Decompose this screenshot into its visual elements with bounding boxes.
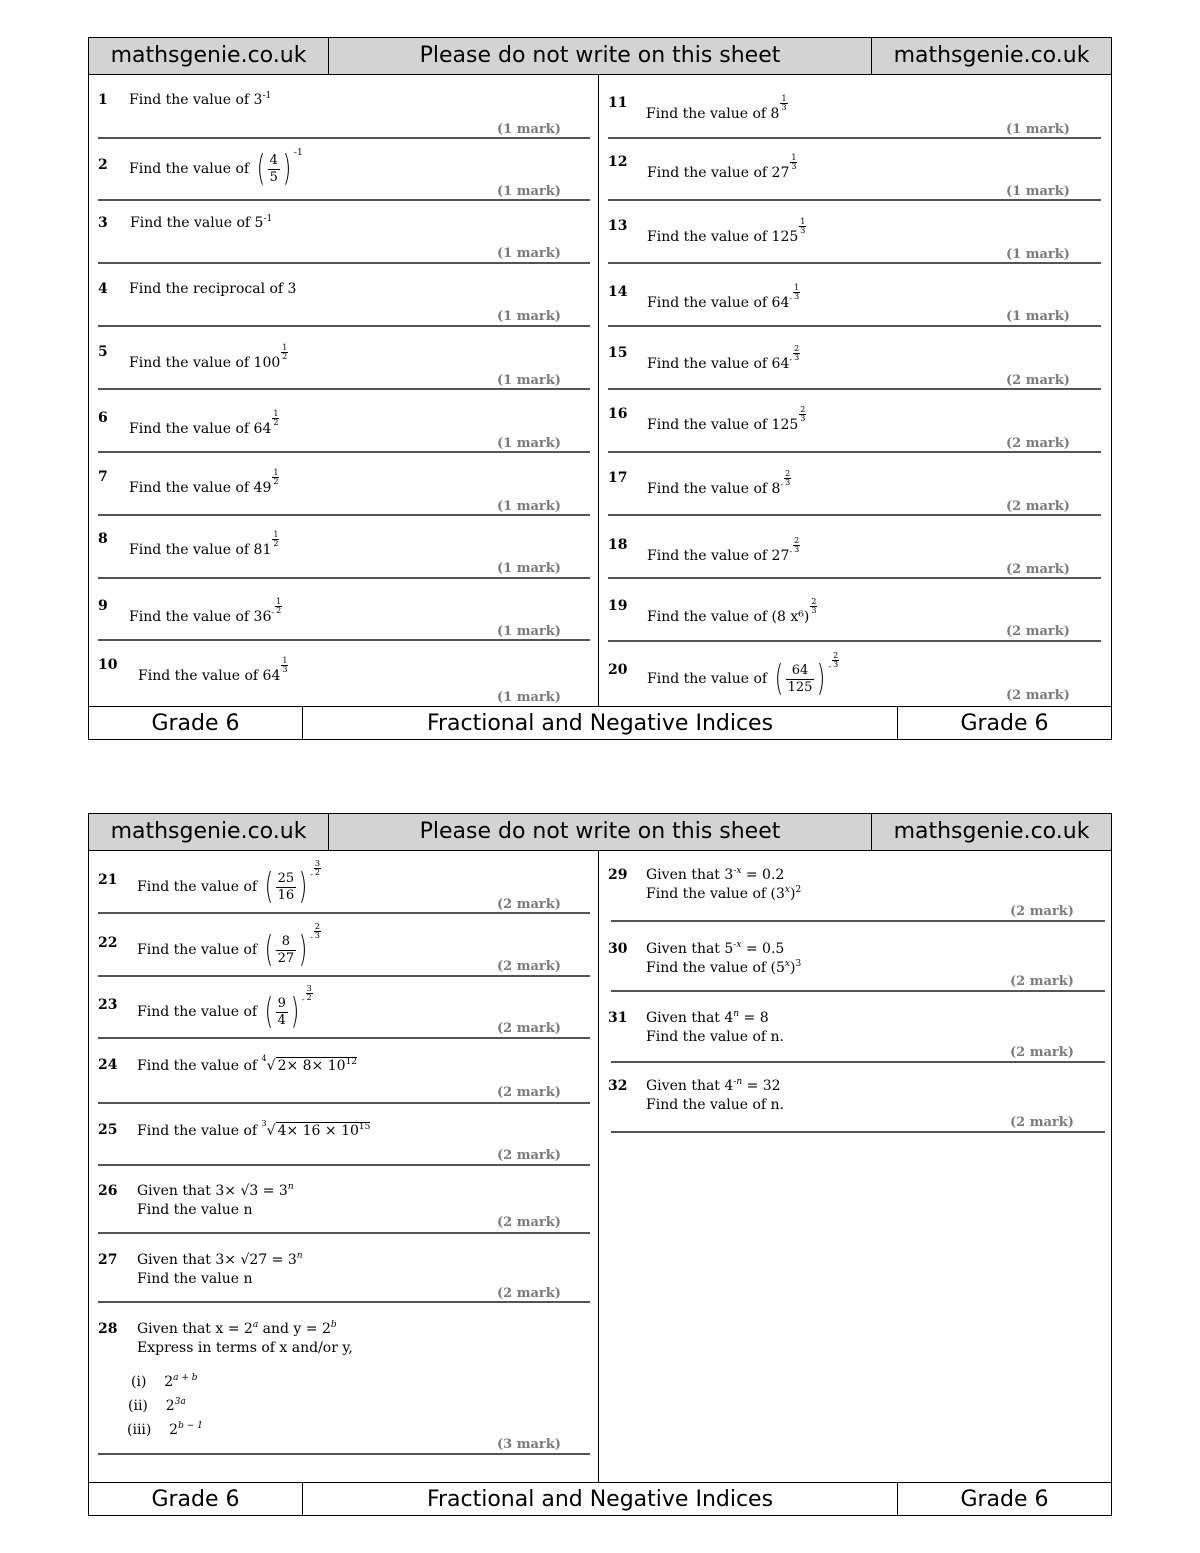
- mark-label: (1 mark): [497, 309, 561, 324]
- answer-line: [98, 199, 590, 201]
- answer-line: [608, 451, 1101, 453]
- sheet-footer: [89, 1482, 1111, 1515]
- mark-label: (2 mark): [497, 1085, 561, 1100]
- mark-label: (2 mark): [1006, 436, 1070, 451]
- mark-label: (2 mark): [1006, 688, 1070, 703]
- sheet-footer: [89, 706, 1111, 739]
- answer-line: [611, 990, 1105, 992]
- answer-line: [611, 1131, 1105, 1133]
- mark-label: (1 mark): [497, 373, 561, 388]
- answer-line: [98, 1453, 590, 1455]
- mark-label: (2 mark): [497, 1148, 561, 1163]
- mark-label: (2 mark): [1006, 624, 1070, 639]
- header-site-left: mathsgenie.co.uk: [89, 38, 329, 74]
- answer-line: [98, 388, 590, 390]
- answer-line: [98, 1164, 590, 1166]
- answer-line: [608, 640, 1101, 642]
- mark-label: (2 mark): [1006, 562, 1070, 577]
- mark-label: (1 mark): [497, 624, 561, 639]
- answer-line: [98, 1037, 590, 1039]
- mark-label: (2 mark): [1006, 373, 1070, 388]
- question-28-part-iii: (iii) $2^{b - 1}$: [127, 1421, 203, 1438]
- answer-line: [98, 137, 590, 139]
- answer-line: [98, 1232, 590, 1234]
- answer-line: [98, 325, 590, 327]
- mark-label: (1 mark): [497, 436, 561, 451]
- mark-label: (2 mark): [497, 959, 561, 974]
- mark-label: (2 mark): [497, 1286, 561, 1301]
- footer-topic: Fractional and Negative Indices: [303, 707, 898, 739]
- answer-line: [98, 1102, 590, 1104]
- sheet-header: [89, 814, 1111, 851]
- answer-line: [608, 262, 1101, 264]
- footer-grade-right: Grade 6: [960, 711, 1049, 736]
- answer-line: [98, 514, 590, 516]
- mark-label: (1 mark): [497, 122, 561, 137]
- header-site-left: mathsgenie.co.uk: [89, 814, 329, 850]
- mark-label: (1 mark): [497, 499, 561, 514]
- footer-grade-left: Grade 6: [89, 1483, 303, 1515]
- answer-line: [608, 325, 1101, 327]
- answer-line: [98, 975, 590, 977]
- header-site-right: mathsgenie.co.uk: [893, 43, 1090, 68]
- mark-label: (2 mark): [497, 1215, 561, 1230]
- answer-line: [98, 577, 590, 579]
- mark-label: (2 mark): [1010, 904, 1074, 919]
- answer-line: [98, 1301, 590, 1303]
- footer-grade-left: Grade 6: [89, 707, 303, 739]
- header-notice: Please do not write on this sheet: [329, 814, 872, 850]
- mark-label: (1 mark): [497, 246, 561, 261]
- column-divider: [598, 850, 599, 1483]
- answer-line: [98, 912, 590, 914]
- answer-line: [98, 451, 590, 453]
- mark-label: (1 mark): [497, 690, 561, 705]
- answer-line: [608, 137, 1101, 139]
- mark-label: (1 mark): [1006, 122, 1070, 137]
- question-28-part-i: (i) $2^{a + b}$: [131, 1373, 198, 1390]
- answer-line: [611, 920, 1105, 922]
- mark-label: (1 mark): [497, 184, 561, 199]
- answer-line: [608, 199, 1101, 201]
- worksheet-page-1: mathsgenie.co.uk Please do not write on this sheet mathsgenie.co.uk 1 Find the value of $3^{-1}$ (1 mark) 2 Find the value of ( $\frac{4}{5}$ ) -1 (1 mark) 3 Find the value of $5^{-1}$ (1 mark) 4 Find the reciprocal of 3 (1 mark) 5 Find the value of 100 $\frac{1}{2}$ (1 mark) 6 Find the value of 64 $\frac{1}{2}$ (1 mark) 7 Find the value of 49 $\frac{1}{2}$ (1 mark) 8 Find the value of 81 $\frac{1}{2}$ (1 mark) 9 Find the value of 36- $\frac{1}{2}$ (1 mark) 10 Find the value of 64 $\frac{1}{3}$ (1 mark) 11 Find the value of 8 $\frac{1}{3}$ (1 mark) 12 Find the value of 27 $\frac{1}{3}$ (1 mark) 13 Find the value of 125 $\frac{1}{3}$ (1 mark) 14 Find the value of 64- $\frac{1}{3}$ (1 mark) 15 Find the value of 64- $\frac{2}{3}$ (2 mark) 16 Find the value of 125 $\frac{2}{3}$ (2 mark) 17 Find the value of 8- $\frac{2}{3}$ (2 mark) 18 Find the value of 27- $\frac{2}{3}$ (2 mark) 19 Find the value of (8 x⁶) $\frac{2}{3}$ (2 mark) 20 Find the value of ( $\frac{64}{125}$ ) - $\frac{2}{3}$ (2 mark) Grade 6 Fractional and Negative Indices Grade 6: [88, 37, 1112, 740]
- footer-topic: Fractional and Negative Indices: [303, 1483, 898, 1515]
- sheet-header: [89, 38, 1111, 75]
- mark-label: (1 mark): [497, 561, 561, 576]
- mark-label: (1 mark): [1006, 247, 1070, 262]
- worksheet-page-2: mathsgenie.co.uk Please do not write on this sheet mathsgenie.co.uk 21 Find the value of ( $\frac{25}{16}$ ) - $\frac{3}{2}$ (2 mark) 22 Find the value of ( $\frac{8}{27}$ ) - $\frac{2}{3}$ (2 mark) 23 Find the value of ( $\frac{9}{4}$ ) - $\frac{3}{2}$ (2 mark) 24 Find the value of $^4$√ $2\times 8\times 10^{12}$ (2 mark) 25 Find the value of $^3$√ $4\times 16 \times 10^{15}$ (2 mark) 26 Given that $3\times √3 = 3^n$ Find the value n (2 mark) 27 Given that $3\times √27 = 3^n$ Find the value n (2 mark) 28 Given that $x = 2^a$ and $y = 2^b$ Express in terms of x and/or y, (i) $2^{a + b}$ (ii) $2^{3a}$ (iii) $2^{b - 1}$ (3 mark) 29 Given that $3^{-x} = 0.2$ Find the value of $(3^x)^2$ (2 mark) 30 Given that $5^{-x} = 0.5$ Find the value of $(5^x)^3$ (2 mark) 31 Given that $4^n = 8$ Find the value of n. (2 mark) 32 Given that $4^{-n} = 32$ Find the value of n. (2 mark) Grade 6 Fractional and Negative Indices Grade 6: [88, 813, 1112, 1516]
- mark-label: (2 mark): [1010, 974, 1074, 989]
- mark-label: (3 mark): [497, 1437, 561, 1452]
- header-notice: Please do not write on this sheet: [329, 38, 872, 74]
- answer-line: [611, 1061, 1105, 1063]
- mark-label: (1 mark): [1006, 184, 1070, 199]
- answer-line: [608, 388, 1101, 390]
- mark-label: (2 mark): [1010, 1045, 1074, 1060]
- answer-line: [98, 639, 590, 641]
- answer-line: [608, 514, 1101, 516]
- answer-line: [98, 262, 590, 264]
- footer-grade-right: Grade 6: [960, 1487, 1049, 1512]
- mark-label: (2 mark): [497, 897, 561, 912]
- mark-label: (2 mark): [1006, 499, 1070, 514]
- mark-label: (2 mark): [1010, 1115, 1074, 1130]
- mark-label: (2 mark): [497, 1021, 561, 1036]
- answer-line: [608, 577, 1101, 579]
- header-site-right: mathsgenie.co.uk: [893, 819, 1090, 844]
- mark-label: (1 mark): [1006, 309, 1070, 324]
- question-28-part-ii: (ii) $2^{3a}$: [128, 1397, 186, 1414]
- column-divider: [598, 74, 599, 707]
